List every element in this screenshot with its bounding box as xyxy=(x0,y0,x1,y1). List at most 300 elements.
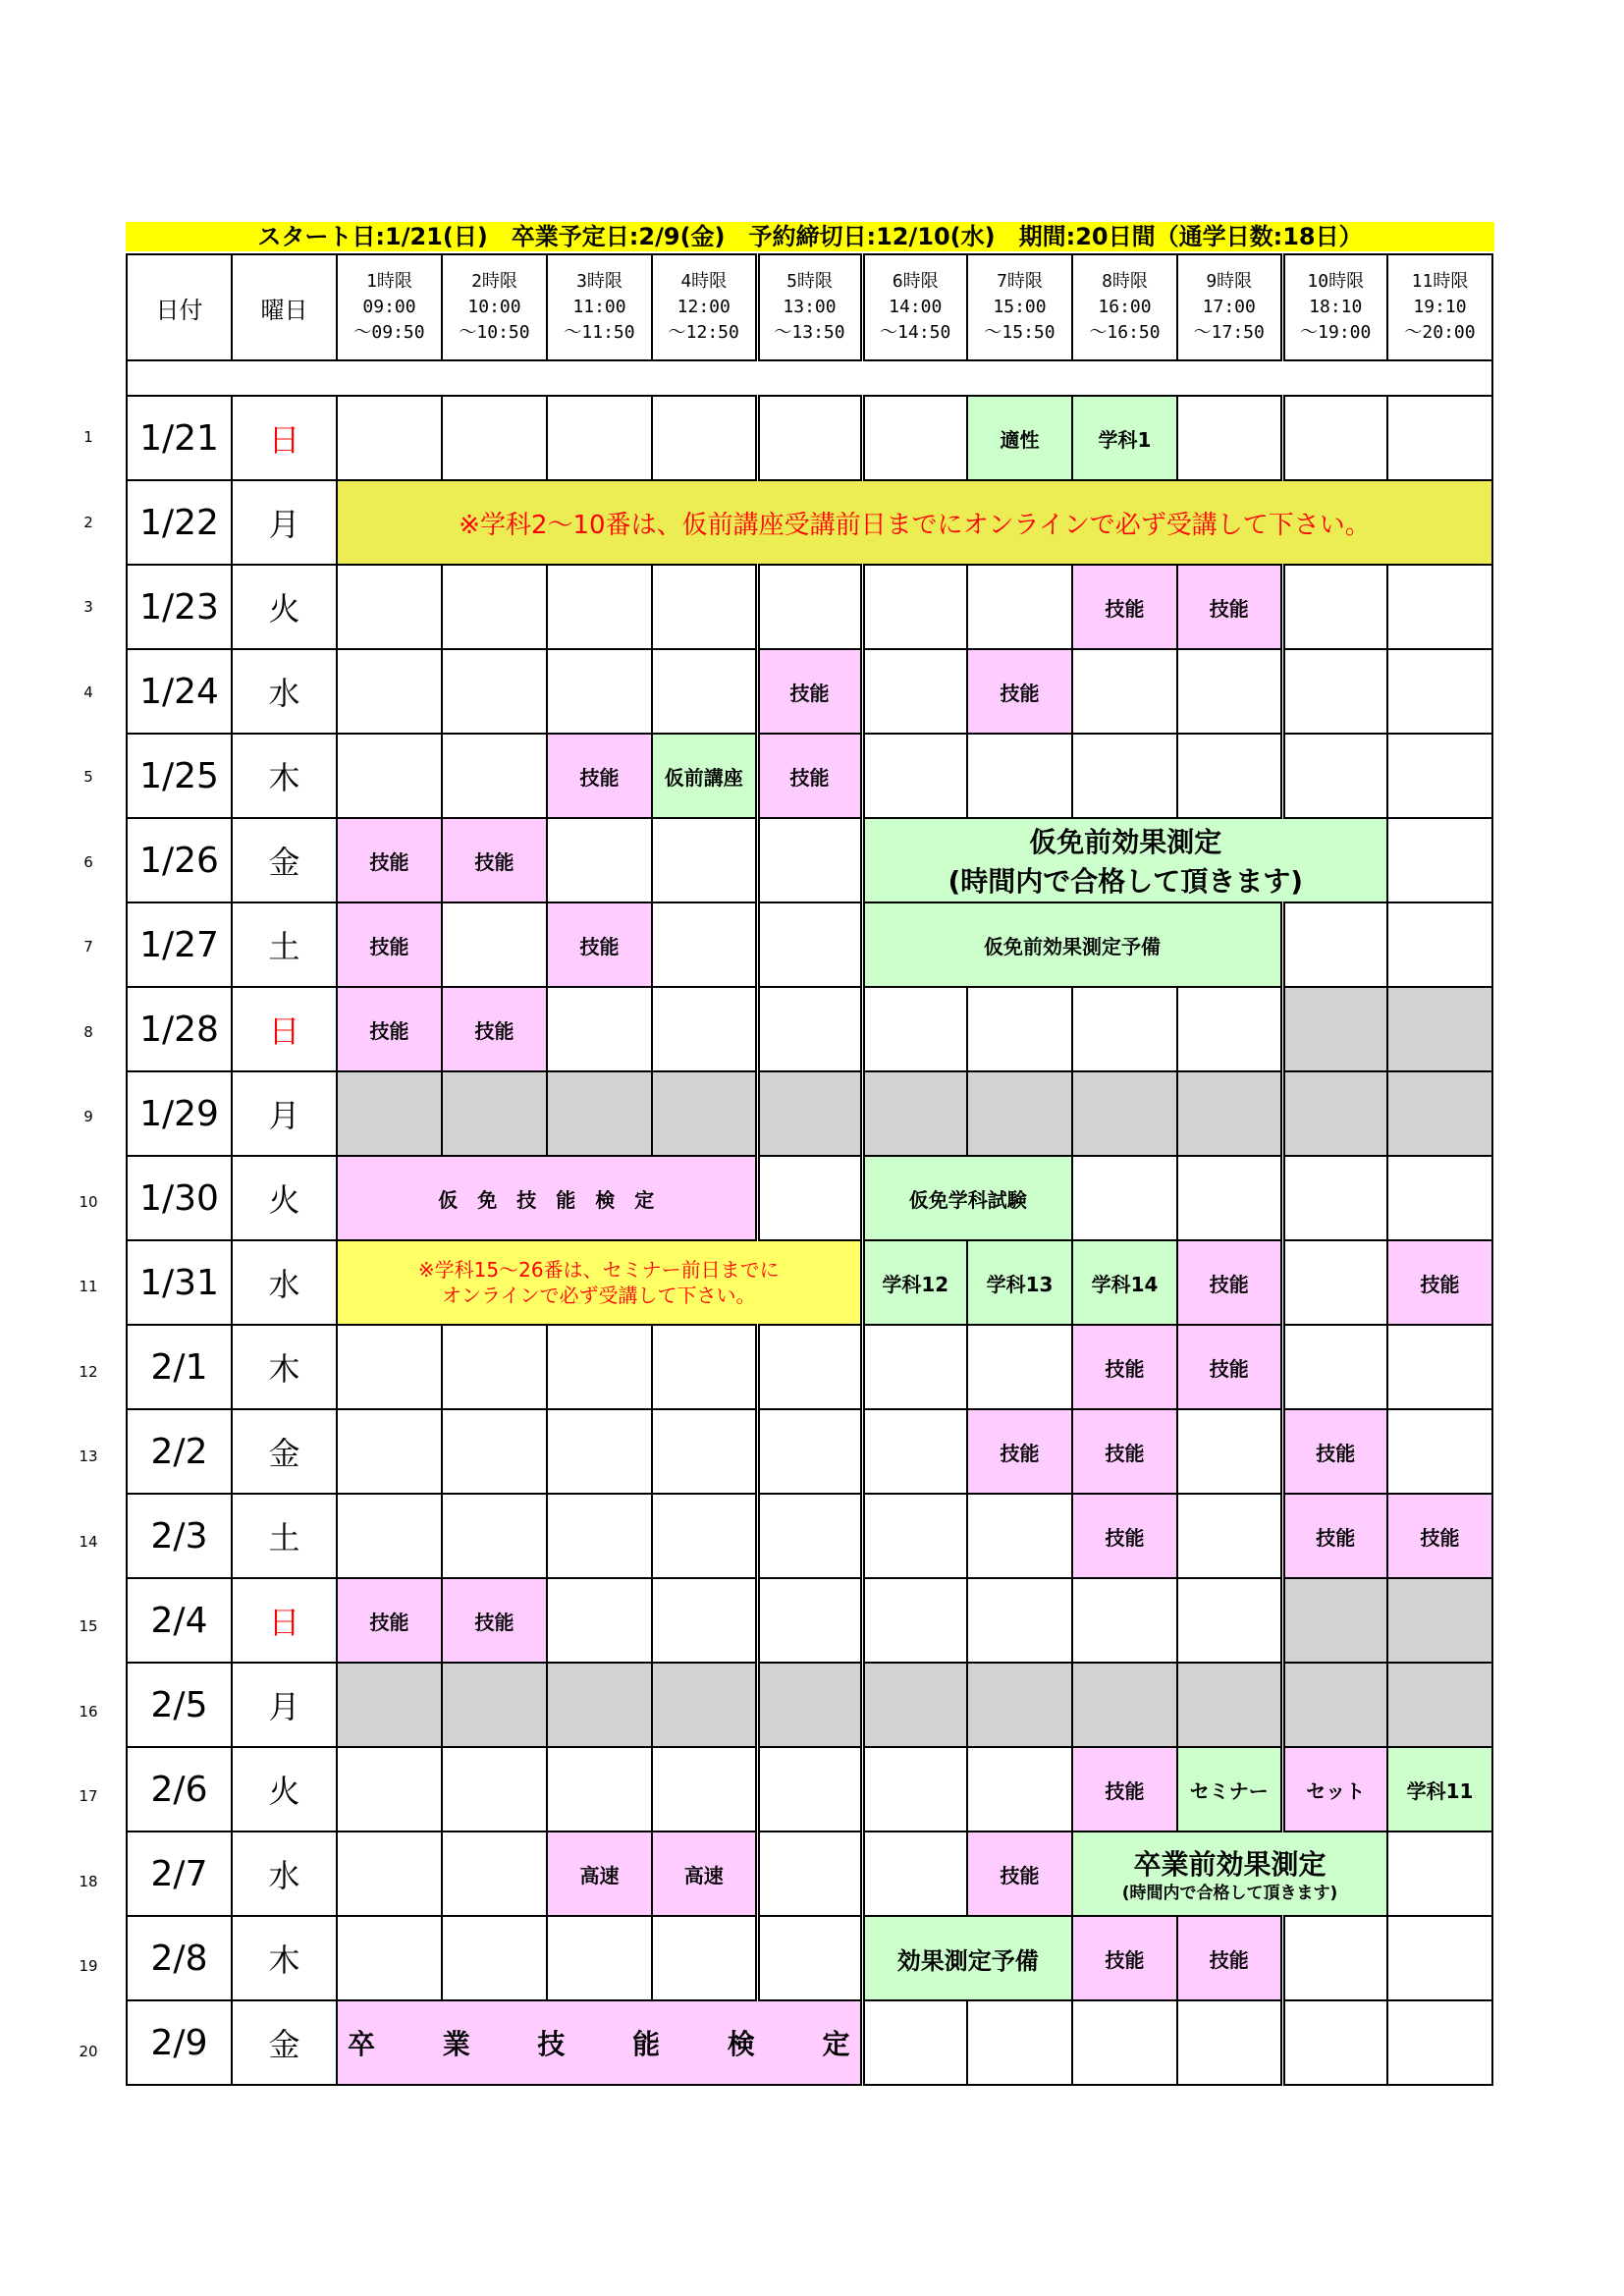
row-number: 18 xyxy=(79,1873,98,1890)
slot-kouka-yobi[interactable]: 効果測定予備 xyxy=(862,1916,1072,2000)
slot-empty[interactable] xyxy=(652,902,757,987)
row-number: 9 xyxy=(83,1108,93,1125)
slot-empty[interactable] xyxy=(967,1325,1072,1409)
slot-ginou[interactable]: 技能 xyxy=(757,649,862,734)
period-header xyxy=(1072,254,1177,360)
slot-empty[interactable] xyxy=(442,649,547,734)
notice-text: ※学科2～10番は、仮前講座受講前日までにオンラインで必ず受講して下さい。 xyxy=(459,510,1371,540)
slot-empty[interactable] xyxy=(337,1409,442,1494)
row-number: 19 xyxy=(79,1957,98,1975)
table-row xyxy=(127,565,1492,649)
slot-empty[interactable] xyxy=(1282,1240,1387,1325)
slot-tekisei[interactable]: 適性 xyxy=(967,396,1072,480)
slot-karimen-kouka-yobi[interactable]: 仮免前効果測定予備 xyxy=(862,902,1282,987)
slot-empty[interactable] xyxy=(652,396,757,480)
slot-empty[interactable] xyxy=(337,1325,442,1409)
slot-karizen-kouza[interactable]: 仮前講座 xyxy=(652,734,757,818)
period-header xyxy=(547,254,652,360)
slot-empty[interactable] xyxy=(1177,734,1282,818)
slot-seminar[interactable]: セミナー xyxy=(1177,1747,1282,1831)
slot-empty[interactable] xyxy=(652,1747,757,1831)
period-time: 18:10 ～19:00 xyxy=(1300,297,1372,343)
period-name: 10時限 xyxy=(1307,271,1365,292)
sotsugyo-kouka-note: (時間内で合格して頂きます) xyxy=(1121,1884,1338,1903)
slot-empty[interactable] xyxy=(862,1325,967,1409)
day-cell: 木 xyxy=(232,1916,337,2000)
row-number: 15 xyxy=(79,1617,98,1635)
period-header xyxy=(967,254,1072,360)
slot-empty[interactable] xyxy=(1177,396,1282,480)
slot-empty[interactable] xyxy=(547,396,652,480)
slot-set[interactable]: セット xyxy=(1282,1747,1387,1831)
slot-empty[interactable] xyxy=(1387,2000,1492,2085)
period-name: 7時限 xyxy=(997,271,1043,292)
period-header xyxy=(1387,254,1492,360)
row-number: 16 xyxy=(79,1703,98,1721)
period-header xyxy=(337,254,442,360)
slot-empty[interactable] xyxy=(757,396,862,480)
slot-empty[interactable] xyxy=(442,396,547,480)
slot-empty[interactable] xyxy=(1387,1409,1492,1494)
slot-empty[interactable] xyxy=(547,1409,652,1494)
slot-closed xyxy=(1387,1578,1492,1663)
table-row xyxy=(127,1916,1492,2000)
slot-ginou[interactable]: 技能 xyxy=(442,1578,547,1663)
slot-ginou[interactable]: 技能 xyxy=(442,987,547,1071)
table-row xyxy=(127,480,1492,565)
slot-empty[interactable] xyxy=(1177,2000,1282,2085)
date-cell: 1/22 xyxy=(127,480,232,565)
slot-empty[interactable] xyxy=(1387,565,1492,649)
row-number: 1 xyxy=(83,428,93,446)
slot-empty[interactable] xyxy=(1177,1156,1282,1240)
slot-empty[interactable] xyxy=(337,734,442,818)
period-time: 19:10 ～20:00 xyxy=(1404,297,1476,343)
row-number: 10 xyxy=(79,1193,98,1211)
slot-ginou[interactable]: 技能 xyxy=(547,902,652,987)
slot-empty[interactable] xyxy=(442,565,547,649)
slot-closed xyxy=(1282,987,1387,1071)
table-row xyxy=(127,1156,1492,1240)
period-header xyxy=(442,254,547,360)
day-header: 曜日 xyxy=(232,254,337,360)
day-cell: 金 xyxy=(232,2000,337,2085)
slot-empty[interactable] xyxy=(1072,649,1177,734)
day-cell: 土 xyxy=(232,902,337,987)
period-time: 16:00 ～16:50 xyxy=(1089,297,1161,343)
period-time: 17:00 ～17:50 xyxy=(1193,297,1265,343)
slot-empty[interactable] xyxy=(757,1578,862,1663)
date-cell: 1/26 xyxy=(127,818,232,902)
slot-empty[interactable] xyxy=(547,818,652,902)
date-cell: 2/4 xyxy=(127,1578,232,1663)
date-cell: 1/23 xyxy=(127,565,232,649)
slot-empty[interactable] xyxy=(862,1494,967,1578)
slot-closed xyxy=(652,1663,757,1747)
date-cell: 2/7 xyxy=(127,1831,232,1916)
date-cell: 1/30 xyxy=(127,1156,232,1240)
slot-ginou[interactable]: 技能 xyxy=(337,987,442,1071)
sotsugyo-kentei-char: 技 xyxy=(537,2028,566,2060)
slot-empty[interactable] xyxy=(652,565,757,649)
date-cell: 1/29 xyxy=(127,1071,232,1156)
row-number: 17 xyxy=(79,1787,98,1805)
sotsugyo-kentei-label xyxy=(338,2023,860,2062)
slot-empty[interactable] xyxy=(862,1578,967,1663)
date-cell: 1/27 xyxy=(127,902,232,987)
slot-sotsugyo-kentei[interactable] xyxy=(337,2000,862,2085)
slot-empty[interactable] xyxy=(757,818,862,902)
slot-karimen-ginou-kentei[interactable]: 仮 免 技 能 検 定 xyxy=(337,1156,757,1240)
slot-empty[interactable] xyxy=(337,1916,442,2000)
slot-ginou[interactable]: 技能 xyxy=(1072,1747,1177,1831)
date-cell: 2/3 xyxy=(127,1494,232,1578)
day-cell: 火 xyxy=(232,565,337,649)
slot-empty[interactable] xyxy=(442,902,547,987)
row-number: 14 xyxy=(79,1533,98,1551)
slot-ginou[interactable]: 技能 xyxy=(967,649,1072,734)
slot-empty[interactable] xyxy=(967,1578,1072,1663)
slot-empty[interactable] xyxy=(1282,1156,1387,1240)
schedule-title: スタート日:1/21(日) 卒業予定日:2/9(金) 予約締切日:12/10(水) 期間:20日間（通学日数:18日） xyxy=(126,222,1494,251)
table-row xyxy=(127,1325,1492,1409)
day-cell: 水 xyxy=(232,1831,337,1916)
slot-empty[interactable] xyxy=(862,2000,967,2085)
slot-empty[interactable] xyxy=(1282,734,1387,818)
slot-empty[interactable] xyxy=(757,1409,862,1494)
online-notice xyxy=(337,1240,862,1325)
slot-empty[interactable] xyxy=(442,734,547,818)
slot-ginou[interactable]: 技能 xyxy=(1282,1494,1387,1578)
slot-empty[interactable] xyxy=(547,565,652,649)
slot-empty[interactable] xyxy=(1387,818,1492,902)
slot-closed xyxy=(967,1663,1072,1747)
slot-empty[interactable] xyxy=(547,1578,652,1663)
slot-ginou[interactable]: 技能 xyxy=(1072,1916,1177,2000)
period-time: 13:00 ～13:50 xyxy=(774,297,845,343)
date-cell: 2/9 xyxy=(127,2000,232,2085)
slot-ginou[interactable]: 技能 xyxy=(547,734,652,818)
period-time: 09:00 ～09:50 xyxy=(353,297,425,343)
slot-empty[interactable] xyxy=(757,987,862,1071)
slot-empty[interactable] xyxy=(1282,396,1387,480)
slot-closed xyxy=(547,1663,652,1747)
period-time: 10:00 ～10:50 xyxy=(459,297,530,343)
slot-closed xyxy=(757,1071,862,1156)
day-cell: 木 xyxy=(232,1325,337,1409)
slot-empty[interactable] xyxy=(1282,649,1387,734)
slot-empty[interactable] xyxy=(442,1494,547,1578)
period-time: 12:00 ～12:50 xyxy=(668,297,739,343)
date-cell: 1/28 xyxy=(127,987,232,1071)
slot-empty[interactable] xyxy=(1177,1494,1282,1578)
table-row xyxy=(127,818,1492,902)
table-row xyxy=(127,396,1492,480)
slot-empty[interactable] xyxy=(547,1494,652,1578)
slot-kousoku[interactable]: 高速 xyxy=(547,1831,652,1916)
day-cell: 月 xyxy=(232,480,337,565)
table-row xyxy=(127,987,1492,1071)
slot-ginou[interactable]: 技能 xyxy=(442,818,547,902)
slot-empty[interactable] xyxy=(1387,902,1492,987)
period-header xyxy=(757,254,862,360)
slot-empty[interactable] xyxy=(1282,565,1387,649)
slot-ginou[interactable]: 技能 xyxy=(1177,565,1282,649)
slot-empty[interactable] xyxy=(337,1747,442,1831)
slot-closed xyxy=(1177,1663,1282,1747)
slot-empty[interactable] xyxy=(862,649,967,734)
slot-karimen-gakka-shiken[interactable]: 仮免学科試験 xyxy=(862,1156,1072,1240)
slot-ginou[interactable]: 技能 xyxy=(1177,1916,1282,2000)
slot-sotsugyo-kouka[interactable] xyxy=(1072,1831,1387,1916)
slot-gakka[interactable]: 学科13 xyxy=(967,1240,1072,1325)
period-name: 6時限 xyxy=(892,271,939,292)
slot-closed xyxy=(1072,1663,1177,1747)
slot-empty[interactable] xyxy=(652,1578,757,1663)
slot-empty[interactable] xyxy=(1387,396,1492,480)
slot-closed xyxy=(1387,987,1492,1071)
schedule-table xyxy=(126,253,1493,2086)
period-header xyxy=(652,254,757,360)
slot-empty[interactable] xyxy=(547,1747,652,1831)
slot-empty[interactable] xyxy=(337,396,442,480)
row-number: 13 xyxy=(79,1448,98,1465)
slot-empty[interactable] xyxy=(862,1409,967,1494)
day-cell: 水 xyxy=(232,1240,337,1325)
table-row xyxy=(127,1831,1492,1916)
date-cell: 2/1 xyxy=(127,1325,232,1409)
slot-gakka[interactable]: 学科12 xyxy=(862,1240,967,1325)
slot-empty[interactable] xyxy=(862,1747,967,1831)
table-row xyxy=(127,1071,1492,1156)
slot-ginou[interactable]: 技能 xyxy=(1177,1325,1282,1409)
sotsugyo-kentei-char: 定 xyxy=(822,2028,850,2060)
slot-gakka[interactable]: 学科11 xyxy=(1387,1747,1492,1831)
slot-empty[interactable] xyxy=(1387,1916,1492,2000)
slot-empty[interactable] xyxy=(1282,1325,1387,1409)
slot-empty[interactable] xyxy=(337,565,442,649)
slot-empty[interactable] xyxy=(547,649,652,734)
day-cell: 火 xyxy=(232,1747,337,1831)
slot-empty[interactable] xyxy=(652,987,757,1071)
slot-empty[interactable] xyxy=(967,565,1072,649)
row-number: 8 xyxy=(83,1023,93,1041)
slot-empty[interactable] xyxy=(1387,649,1492,734)
slot-closed xyxy=(337,1663,442,1747)
day-cell: 月 xyxy=(232,1071,337,1156)
date-cell: 1/21 xyxy=(127,396,232,480)
row-number: 4 xyxy=(83,683,93,701)
slot-gakka[interactable]: 学科1 xyxy=(1072,396,1177,480)
slot-empty[interactable] xyxy=(1282,1916,1387,2000)
date-cell: 1/24 xyxy=(127,649,232,734)
row-number: 20 xyxy=(79,2043,98,2060)
slot-ginou[interactable]: 技能 xyxy=(1387,1494,1492,1578)
slot-ginou[interactable]: 技能 xyxy=(1072,565,1177,649)
slot-ginou[interactable]: 技能 xyxy=(337,1578,442,1663)
table-row xyxy=(127,734,1492,818)
slot-empty[interactable] xyxy=(547,1916,652,2000)
sotsugyo-kentei-char: 卒 xyxy=(348,2028,376,2060)
slot-empty[interactable] xyxy=(862,565,967,649)
slot-empty[interactable] xyxy=(967,1747,1072,1831)
slot-empty[interactable] xyxy=(1072,734,1177,818)
slot-empty[interactable] xyxy=(862,396,967,480)
date-cell: 2/2 xyxy=(127,1409,232,1494)
slot-ginou[interactable]: 技能 xyxy=(337,818,442,902)
date-cell: 2/6 xyxy=(127,1747,232,1831)
slot-closed xyxy=(757,1663,862,1747)
day-cell: 日 xyxy=(232,396,337,480)
period-name: 11時限 xyxy=(1411,271,1469,292)
period-time: 14:00 ～14:50 xyxy=(880,297,951,343)
slot-closed xyxy=(862,1071,967,1156)
period-name: 2時限 xyxy=(471,271,517,292)
table-row xyxy=(127,1409,1492,1494)
slot-empty[interactable] xyxy=(652,1325,757,1409)
period-time: 11:00 ～11:50 xyxy=(564,297,635,343)
table-row xyxy=(127,1578,1492,1663)
slot-ginou[interactable]: 技能 xyxy=(967,1409,1072,1494)
period-time: 15:00 ～15:50 xyxy=(984,297,1056,343)
slot-empty[interactable] xyxy=(967,1494,1072,1578)
slot-ginou[interactable]: 技能 xyxy=(337,902,442,987)
slot-ginou[interactable]: 技能 xyxy=(1072,1409,1177,1494)
day-cell: 木 xyxy=(232,734,337,818)
slot-empty[interactable] xyxy=(862,1831,967,1916)
slot-closed xyxy=(1282,1071,1387,1156)
slot-empty[interactable] xyxy=(1177,649,1282,734)
slot-ginou[interactable]: 技能 xyxy=(1282,1409,1387,1494)
row-number: 5 xyxy=(83,768,93,786)
spacer-row xyxy=(127,360,1492,396)
slot-closed xyxy=(1177,1071,1282,1156)
period-name: 8時限 xyxy=(1102,271,1148,292)
slot-empty[interactable] xyxy=(757,1747,862,1831)
slot-empty[interactable] xyxy=(652,1916,757,2000)
slot-ginou[interactable]: 技能 xyxy=(1072,1494,1177,1578)
slot-empty[interactable] xyxy=(442,1831,547,1916)
row-number: 3 xyxy=(83,598,93,616)
table-row xyxy=(127,649,1492,734)
slot-empty[interactable] xyxy=(1072,1578,1177,1663)
slot-empty[interactable] xyxy=(1387,734,1492,818)
period-name: 5時限 xyxy=(786,271,833,292)
slot-empty[interactable] xyxy=(442,1916,547,2000)
period-name: 9時限 xyxy=(1206,271,1253,292)
row-number: 6 xyxy=(83,853,93,871)
slot-empty[interactable] xyxy=(337,1831,442,1916)
row-number: 2 xyxy=(83,514,93,531)
slot-empty[interactable] xyxy=(1387,1325,1492,1409)
table-row xyxy=(127,1747,1492,1831)
slot-empty[interactable] xyxy=(442,1325,547,1409)
slot-karimen-kouka[interactable] xyxy=(862,818,1387,902)
slot-empty[interactable] xyxy=(1177,1578,1282,1663)
header-row xyxy=(127,254,1492,360)
notice-text-line2: オンラインで必ず受講して下さい。 xyxy=(442,1284,756,1307)
slot-empty[interactable] xyxy=(1072,2000,1177,2085)
slot-empty[interactable] xyxy=(757,1325,862,1409)
table-row xyxy=(127,902,1492,987)
slot-kousoku[interactable]: 高速 xyxy=(652,1831,757,1916)
slot-empty[interactable] xyxy=(757,1494,862,1578)
slot-ginou[interactable]: 技能 xyxy=(1177,1240,1282,1325)
slot-empty[interactable] xyxy=(862,734,967,818)
slot-empty[interactable] xyxy=(442,1409,547,1494)
slot-closed xyxy=(1282,1663,1387,1747)
slot-closed xyxy=(337,1071,442,1156)
slot-ginou[interactable]: 技能 xyxy=(1072,1325,1177,1409)
slot-empty[interactable] xyxy=(652,1494,757,1578)
slot-ginou[interactable]: 技能 xyxy=(757,734,862,818)
slot-empty[interactable] xyxy=(1282,902,1387,987)
slot-empty[interactable] xyxy=(1387,1156,1492,1240)
slot-empty[interactable] xyxy=(1387,1831,1492,1916)
slot-empty[interactable] xyxy=(757,565,862,649)
slot-empty[interactable] xyxy=(442,1747,547,1831)
slot-empty[interactable] xyxy=(652,649,757,734)
row-number: 7 xyxy=(83,938,93,956)
period-name: 3時限 xyxy=(576,271,623,292)
table-row xyxy=(127,1240,1492,1325)
period-header xyxy=(1282,254,1387,360)
slot-closed xyxy=(652,1071,757,1156)
slot-empty[interactable] xyxy=(337,1494,442,1578)
table-row xyxy=(127,1494,1492,1578)
notice-text-line1: ※学科15～26番は、セミナー前日までに xyxy=(417,1258,780,1282)
row-number: 11 xyxy=(79,1278,98,1295)
slot-empty[interactable] xyxy=(967,734,1072,818)
slot-empty[interactable] xyxy=(652,1409,757,1494)
period-header xyxy=(1177,254,1282,360)
slot-empty[interactable] xyxy=(1072,1156,1177,1240)
slot-empty[interactable] xyxy=(1177,1409,1282,1494)
slot-empty[interactable] xyxy=(1072,987,1177,1071)
slot-ginou[interactable]: 技能 xyxy=(1387,1240,1492,1325)
slot-empty[interactable] xyxy=(547,987,652,1071)
karimen-kouka-title: 仮免前効果測定 xyxy=(1029,826,1222,858)
slot-empty[interactable] xyxy=(1282,2000,1387,2085)
slot-empty[interactable] xyxy=(1177,987,1282,1071)
date-cell: 1/31 xyxy=(127,1240,232,1325)
period-name: 1時限 xyxy=(366,271,412,292)
period-header xyxy=(862,254,967,360)
date-header: 日付 xyxy=(127,254,232,360)
slot-ginou[interactable]: 技能 xyxy=(967,1831,1072,1916)
slot-empty[interactable] xyxy=(862,987,967,1071)
slot-empty[interactable] xyxy=(652,818,757,902)
day-cell: 月 xyxy=(232,1663,337,1747)
slot-closed xyxy=(1387,1071,1492,1156)
slot-closed xyxy=(862,1663,967,1747)
slot-empty[interactable] xyxy=(757,1916,862,2000)
slot-empty[interactable] xyxy=(757,1156,862,1240)
slot-empty[interactable] xyxy=(547,1325,652,1409)
slot-empty[interactable] xyxy=(967,2000,1072,2085)
slot-empty[interactable] xyxy=(967,987,1072,1071)
day-cell: 水 xyxy=(232,649,337,734)
slot-closed xyxy=(1072,1071,1177,1156)
slot-closed xyxy=(1282,1578,1387,1663)
period-name: 4時限 xyxy=(680,271,728,292)
day-cell: 土 xyxy=(232,1494,337,1578)
slot-empty[interactable] xyxy=(337,649,442,734)
slot-empty[interactable] xyxy=(757,1831,862,1916)
slot-gakka[interactable]: 学科14 xyxy=(1072,1240,1177,1325)
slot-empty[interactable] xyxy=(757,902,862,987)
date-cell: 2/5 xyxy=(127,1663,232,1747)
